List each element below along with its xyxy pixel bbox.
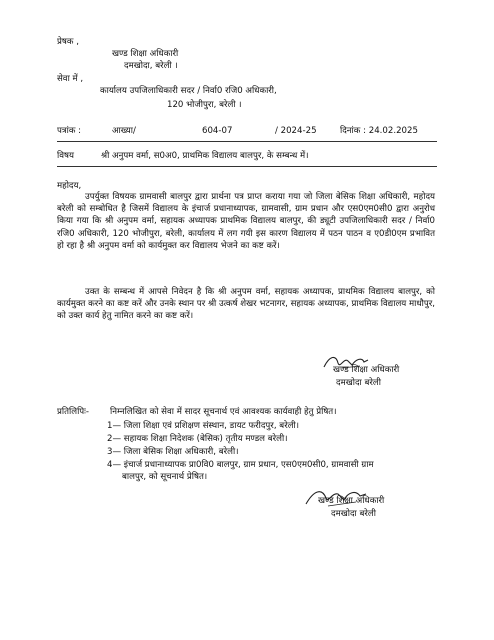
to-line1: कार्यालय उपजिलाधिकारी सदर / निर्वा0 रजि0 अधिकारी, [100,86,277,96]
copy-intro: निम्नलिखित को सेवा में सादर सूचनार्थ एवं आवश्यक कार्यवाही हेतु प्रेषित। [110,407,337,417]
from-title: खण्ड शिक्षा अधिकारी [112,49,179,59]
body-paragraph-2: उक्त के सम्बन्ध में आपसे निवेदन है कि श्री अनुपम वर्मा, सहायक अध्यापक, प्राथमिक विद्यालय बालपुर, को कार्यमुक्त करने का कष्ट करें और उनके स्थान पर श्री उत्कर्ष शेखर भटनागर, सहायक अध्यापक, प्राथमिक विद्यालय माधौपुर, को उक्त कार्य हेतु नामित करने का कष्ट करें। [57,287,435,322]
patrank-year: / 2024-25 [275,126,317,136]
patrank-label: पत्रांक : [57,126,82,136]
copy-item-4: 4— इंचार्ज प्रधानाध्यापक प्रा0वि0 बालपुर, ग्राम प्रधान, एस0एम0सी0, ग्रामवासी ग्राम [107,460,374,470]
to-label: सेवा में , [57,74,84,84]
divider-top [57,141,437,142]
signature-2-title: खण्ड शिक्षा अधिकारी [318,496,385,506]
subject-label: विषय [57,151,74,161]
patrank-text: आख्या/ [112,126,136,136]
from-place: दमखोदा, बरेली । [124,61,178,71]
signature-2-place: दमखोदा बरेली [331,509,376,519]
from-label: प्रेषक , [57,37,79,47]
letter-date: दिनांक : 24.02.2025 [340,126,418,136]
copy-item-4-cont: बालपुर, को सूचनार्थ प्रेषित। [122,472,208,482]
to-line2: 120 भोजीपुरा, बरेली । [167,100,242,110]
copy-item-2: 2— सहायक शिक्षा निदेशक (बेसिक) तृतीय मण्डल बरेली। [107,434,288,444]
copy-label: प्रतिलिपिः- [57,407,90,417]
patrank-number: 604-07 [202,126,233,136]
signature-1-place: दमखोदा बरेली [336,378,381,388]
body-paragraph-1: उपर्युक्त विषयक ग्रामवासी बालपुर द्वारा प्रार्थना पत्र प्राप्त कराया गया जो जिला बेसिक शिक्षा अधिकारी, महोदय बरेली को सम्बोधित है जिसमें विद्यालय के इंचार्ज प्रधानाध्यापक, ग्रामवासी, ग्राम प्रधान और एस0एम0सी0 द्वारा अनुरोध किया गया कि श्री अनुपम वर्मा, सहायक अध्यापक प्राथमिक विद्यालय बालपुर, की ड्यूटी उपजिलाधिकारी सदर / निर्वा0 रजि0 अधिकारी, 120 भोजीपुरा, बरेली, कार्यालय में लग गयी इस कारण विद्यालय में पठन पाठन व ए0डी0एम प्रभावित हो रहा है श्री अनुपम वर्मा को कार्यमुक्त कर विद्यालय भेजने का कष्ट करें। [57,192,435,251]
copy-item-1: 1— जिला शिक्षा एवं प्रशिक्षण संस्थान, डायट फरीदपुर, बरेली। [107,421,300,431]
signature-1-title: खण्ड शिक्षा अधिकारी [333,365,400,375]
copy-item-3: 3— जिला बेसिक शिक्षा अधिकारी, बरेली। [107,447,239,457]
salutation: महोदय, [57,181,82,191]
subject-text: श्री अनुपम वर्मा, स0अ0, प्राथमिक विद्यालय बालपुर, के सम्बन्ध में। [101,151,309,161]
divider-subject [57,166,437,167]
